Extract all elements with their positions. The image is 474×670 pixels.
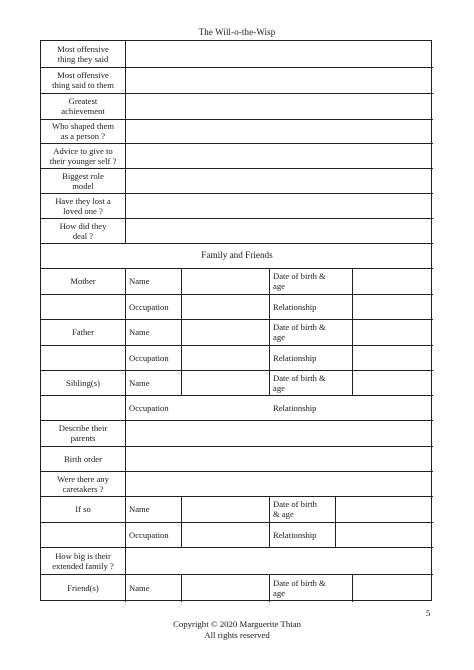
friends-name-label: Name — [129, 583, 150, 593]
siblings-label: Sibling(s) — [66, 377, 100, 388]
mother-occupation-label: Occupation — [129, 301, 169, 312]
row-divider — [41, 395, 433, 396]
character-worksheet-table — [40, 40, 432, 601]
question-label-lost-loved-one: Have they lost a loved one ? — [55, 195, 111, 216]
siblings-relationship-label: Relationship — [273, 402, 317, 413]
column-divider — [181, 268, 182, 395]
siblings-name-label: Name — [129, 377, 150, 388]
row-divider — [41, 243, 433, 244]
birth-order-label: Birth order — [64, 453, 102, 464]
father-relationship-label: Relationship — [273, 352, 317, 363]
father-dob-label: Date of birth & age — [273, 322, 326, 342]
caretaker-dob-label: Date of birth & age — [273, 499, 317, 519]
column-divider — [352, 268, 353, 395]
father-occupation-label: Occupation — [129, 352, 169, 363]
mother-dob-label: Date of birth & age — [273, 271, 326, 291]
siblings-occupation-label: Occupation — [129, 402, 169, 413]
row-divider — [41, 522, 433, 523]
row-divider — [41, 345, 433, 346]
copyright-text: Copyright © 2020 Marguerite Thian — [172, 619, 302, 629]
rights-text: All rights reserved — [204, 630, 270, 640]
friends-dob-label: Date of birth & age — [273, 578, 326, 598]
section-title-family-friends: Family and Friends — [201, 250, 273, 260]
question-label-advice: Advice to give to their younger self ? — [49, 145, 117, 166]
father-name-label: Name — [129, 327, 150, 337]
mother-relationship-label: Relationship — [273, 301, 317, 312]
page-number: 5 — [426, 608, 431, 618]
father-label: Father — [72, 327, 94, 337]
question-label-offensive-said: Most offensive thing they said — [57, 44, 109, 64]
question-label-offensive-received: Most offensive thing said to them — [52, 70, 114, 90]
extended-family-label: How big is their extended family ? — [52, 550, 114, 571]
page-footer — [0, 619, 474, 641]
caretaker-occupation-label: Occupation — [129, 529, 169, 540]
describe-parents-label: Describe their parents — [58, 423, 108, 443]
caretaker-name-label: Name — [129, 504, 150, 514]
question-label-how-dealt: How did they deal ? — [59, 220, 107, 241]
caretaker-relationship-label: Relationship — [273, 529, 317, 540]
mother-name-label: Name — [129, 276, 150, 286]
question-label-greatest-achievement: Greatest achievement — [61, 96, 105, 116]
column-divider — [352, 574, 353, 602]
mother-label: Mother — [70, 276, 96, 286]
column-divider — [269, 574, 270, 602]
column-divider — [269, 268, 270, 395]
question-label-who-shaped: Who shaped them as a person ? — [51, 121, 115, 141]
row-divider — [41, 294, 433, 295]
caretakers-label: Were there any caretakers ? — [57, 473, 109, 494]
siblings-dob-label: Date of birth & age — [273, 372, 326, 393]
if-so-label: If so — [75, 504, 91, 514]
friends-label: Friend(s) — [67, 583, 99, 593]
column-divider — [181, 574, 182, 602]
column-divider — [125, 41, 126, 243]
question-label-role-model: Biggest role model — [62, 170, 104, 191]
page-header: The Will-o-the-Wisp — [198, 27, 276, 37]
